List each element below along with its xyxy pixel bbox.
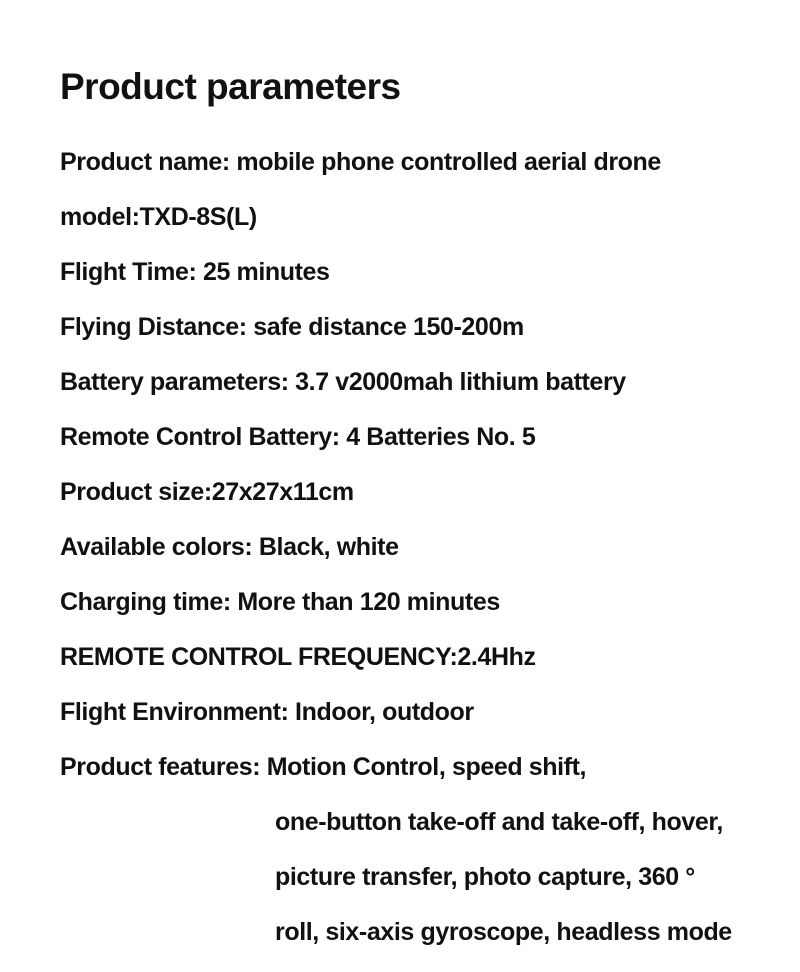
param-model: model:TXD-8S(L) xyxy=(60,203,257,231)
param-flight-time: Flight Time: 25 minutes xyxy=(60,258,330,286)
param-remote-frequency: REMOTE CONTROL FREQUENCY:2.4Hhz xyxy=(60,643,536,671)
param-flight-environment: Flight Environment: Indoor, outdoor xyxy=(60,698,474,726)
param-product-name: Product name: mobile phone controlled aerial drone xyxy=(60,148,661,176)
param-product-size: Product size:27x27x11cm xyxy=(60,478,354,506)
page-title: Product parameters xyxy=(60,66,401,107)
features-line-3: picture transfer, photo capture, 360 ° xyxy=(275,863,695,891)
param-flying-distance: Flying Distance: safe distance 150-200m xyxy=(60,313,524,341)
param-charging-time: Charging time: More than 120 minutes xyxy=(60,588,500,616)
param-colors: Available colors: Black, white xyxy=(60,533,399,561)
param-battery: Battery parameters: 3.7 v2000mah lithium battery xyxy=(60,368,626,396)
features-line-4: roll, six-axis gyroscope, headless mode xyxy=(275,918,732,946)
parameter-list xyxy=(60,140,661,800)
features-continuation xyxy=(275,800,732,965)
param-remote-battery: Remote Control Battery: 4 Batteries No. 5 xyxy=(60,423,536,451)
param-product-features: Product features: Motion Control, speed shift, xyxy=(60,753,587,781)
features-line-2: one-button take-off and take-off, hover, xyxy=(275,808,723,836)
